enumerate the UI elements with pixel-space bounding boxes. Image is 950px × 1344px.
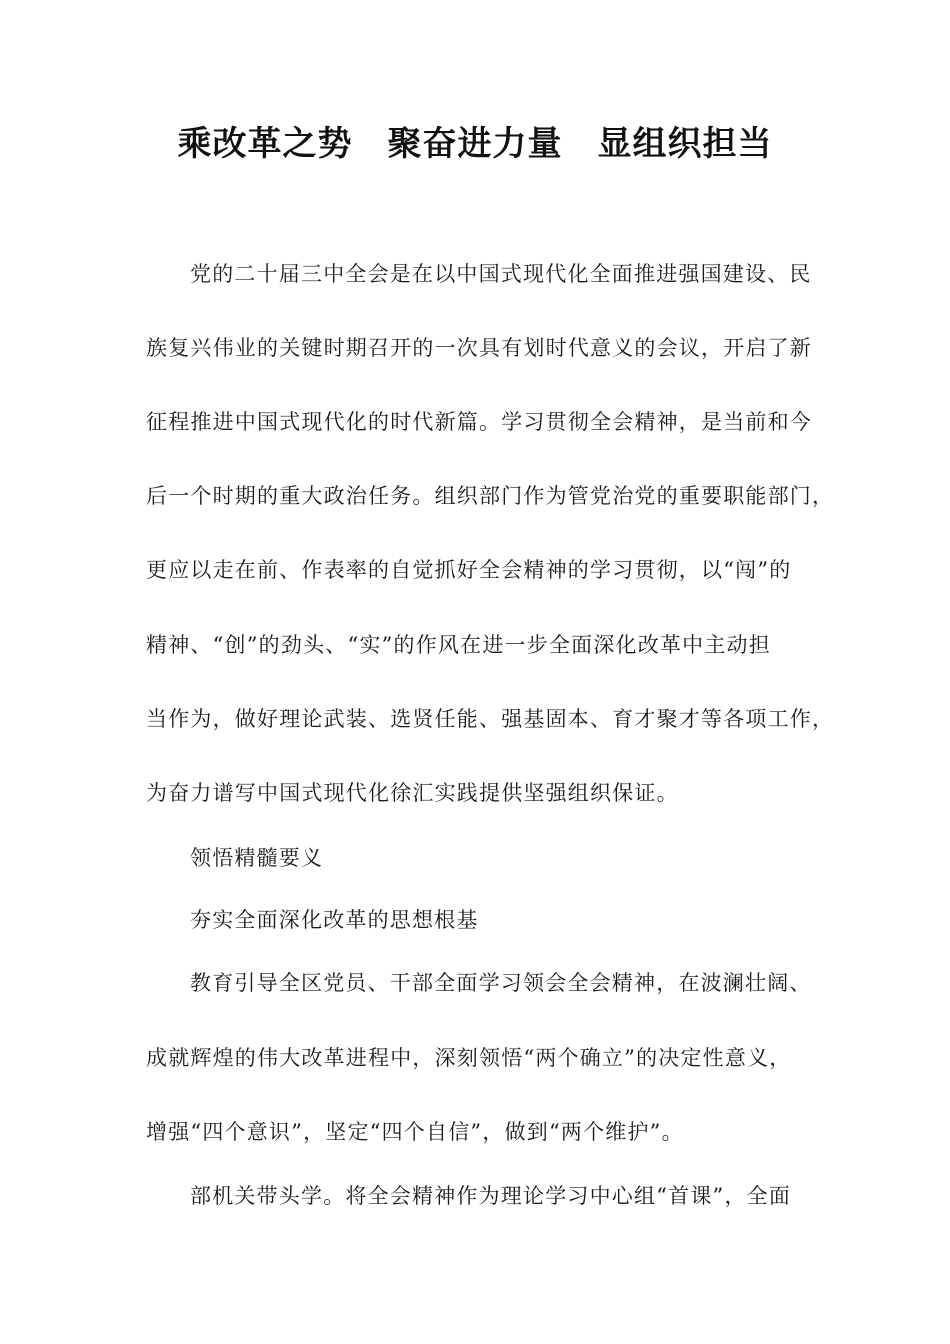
section-subheading: 夯实全面深化改革的思想根基 xyxy=(190,908,479,932)
paragraph-line: 成就辉煌的伟大改革进程中，深刻领悟“两个确立”的决定性意义， xyxy=(146,1046,792,1070)
document-title: 乘改革之势 聚奋进力量 显组织担当 xyxy=(177,124,773,164)
paragraph-line: 更应以走在前、作表率的自觉抓好全会精神的学习贯彻，以“闯”的 xyxy=(146,558,792,582)
section-heading: 领悟精髓要义 xyxy=(190,846,324,870)
paragraph-line: 当作为，做好理论武装、选贤任能、强基固本、育才聚才等各项工作， xyxy=(146,707,835,731)
paragraph-line: 为奋力谱写中国式现代化徐汇实践提供坚强组织保证。 xyxy=(146,781,679,805)
paragraph-line: 增强“四个意识”，坚定“四个自信”，做到“两个维护”。 xyxy=(146,1120,684,1144)
paragraph-line: 后一个时期的重大政治任务。组织部门作为管党治党的重要职能部门， xyxy=(146,484,835,508)
paragraph-line: 族复兴伟业的关键时期召开的一次具有划时代意义的会议，开启了新 xyxy=(146,336,812,360)
paragraph-line: 党的二十届三中全会是在以中国式现代化全面推进强国建设、民 xyxy=(190,262,812,286)
paragraph-line: 精神、“创”的劲头、“实”的作风在进一步全面深化改革中主动担 xyxy=(146,633,771,657)
paragraph-line: 部机关带头学。将全会精神作为理论学习中心组“首课”，全面 xyxy=(190,1184,792,1208)
paragraph-line: 征程推进中国式现代化的时代新篇。学习贯彻全会精神，是当前和今 xyxy=(146,410,812,434)
paragraph-line: 教育引导全区党员、干部全面学习领会全会精神，在波澜壮阔、 xyxy=(190,971,812,995)
